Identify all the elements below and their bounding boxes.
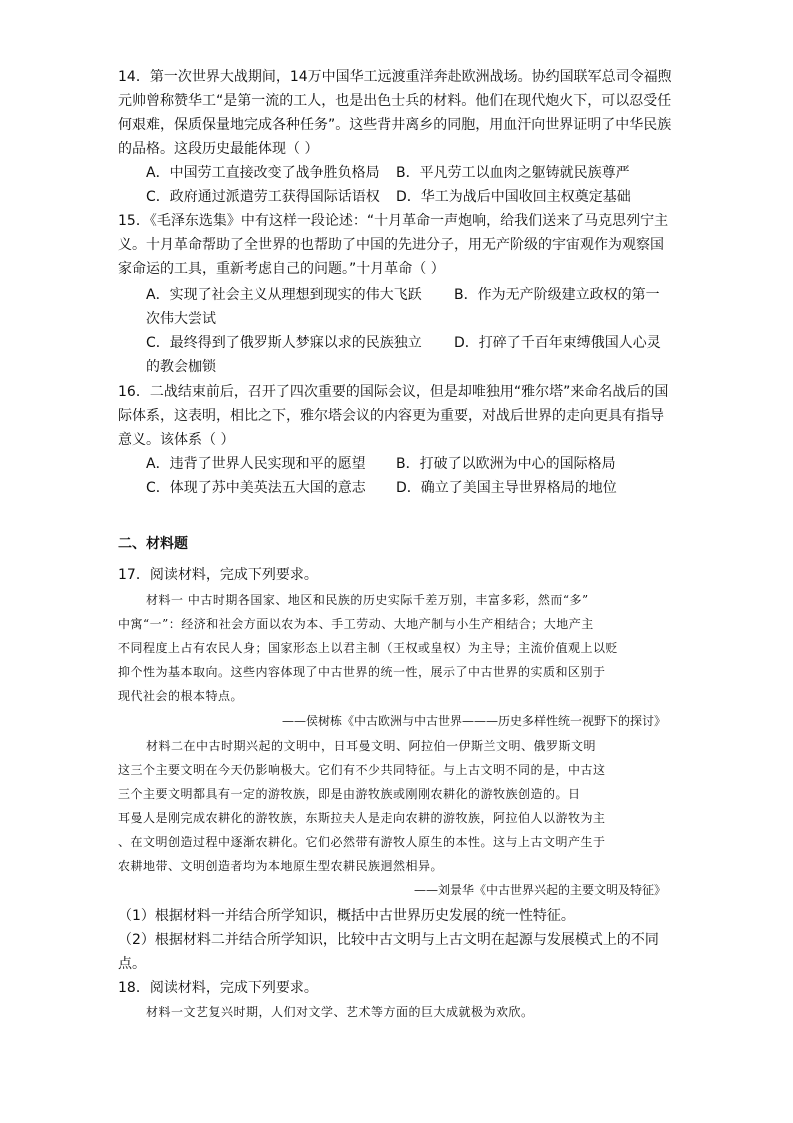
question-15-line-3: 家命运的工具，重新考虑自己的问题。”十月革命（ ） [118, 261, 445, 277]
material-1-line-4: 抑个性为基本取向。这些内容体现了中古世界的统一性，展示了中古世界的实质和区别于 [118, 665, 606, 679]
question-14-line-4: 的品格。这段历史最能体现（ ） [118, 141, 319, 157]
material-2-source: ——刘景华《中古世界兴起的主要文明及特征》 [413, 883, 666, 897]
material-1-line-3: 不同程度上占有农民人身；国家形态上以君主制（王权或皇权）为主导；主流价值观上以贬 [118, 641, 619, 655]
question-14-option-a: A．中国劳工直接改变了战争胜负格局 [146, 165, 380, 181]
material-2-line-2: 这三个主要文明在今天仍影响极大。它们有不少共同特征。与上古文明不同的是，中古这 [118, 763, 606, 777]
question-14-option-d: D．华工为战后中国收回主权奠定基础 [396, 189, 631, 205]
question-14-option-b: B．平凡劳工以血肉之躯铸就民族尊严 [396, 165, 630, 181]
question-16-option-c: C．体现了苏中美英法五大国的意志 [146, 480, 366, 496]
question-16-option-a: A．违背了世界人民实现和平的愿望 [146, 456, 366, 472]
question-17-requirement-2: （2）根据材料二并结合所学知识，比较中古文明与上古文明在起源与发展模式上的不同 [118, 932, 659, 948]
question-14-option-c: C．政府通过派遣劳工获得国际话语权 [146, 189, 380, 205]
material-2-line-3: 三个主要文明都具有一定的游牧族，即是由游牧族或刚刚农耕化的游牧族创造的。日 [118, 787, 581, 801]
question-15-line-1: 15．《毛泽东选集》中有这样一段论述：“十月革命一声炮响，给我们送来了马克思列宁主 [118, 213, 669, 229]
question-17-requirement-1: （1）根据材料一并结合所学知识，概括中古世界历史发展的统一性特征。 [118, 908, 575, 924]
question-15-option-b-continued: 次伟大尝试 [146, 311, 216, 327]
question-17-intro: 17．阅读材料，完成下列要求。 [118, 567, 318, 583]
material-1-line-1: 材料一 中古时期各国家、地区和民族的历史实际千差万别，丰富多彩，然而“多” [146, 593, 589, 607]
material-2-line-1: 材料二在中古时期兴起的文明中，日耳曼文明、阿拉伯一伊斯兰文明、俄罗斯文明 [146, 739, 597, 753]
question-16-line-2: 际体系，这表明，相比之下，雅尔塔会议的内容更为重要，对战后世界的走向更具有指导 [118, 408, 664, 424]
question-18-intro: 18．阅读材料，完成下列要求。 [118, 980, 318, 996]
question-15-option-d-continued: 的教会枷锁 [146, 359, 216, 375]
question-18-material-1-line-1: 材料一文艺复兴时期，人们对文学、艺术等方面的巨大成就极为欢欣。 [146, 1005, 534, 1019]
question-17-requirement-2-continued: 点。 [118, 956, 146, 972]
question-16-option-d: D．确立了美国主导世界格局的地位 [396, 480, 617, 496]
question-15-option-d: D．打碎了千百年束缚俄国人心灵 [454, 335, 661, 351]
question-14-line-1: 14．第一次世界大战期间，14万中国华工远渡重洋奔赴欧洲战场。协约国联军总司令福煦 [118, 69, 672, 85]
question-15-line-2: 义。十月革命帮助了全世界的也帮助了中国的先进分子，用无产阶级的宇宙观作为观察国 [118, 237, 664, 253]
material-2-line-5: 、在文明创造过程中逐渐农耕化。它们必然带有游牧人原生的本性。这与上古文明产生于 [118, 835, 606, 849]
question-14-line-2: 元帅曾称赞华工“是第一流的工人，也是出色士兵的材料。他们在现代炮火下，可以忍受任 [118, 93, 672, 109]
question-16-line-3: 意义。该体系（ ） [118, 432, 235, 448]
question-16-option-b: B．打破了以欧洲为中心的国际格局 [396, 456, 616, 472]
question-15-option-a: A．实现了社会主义从理想到现实的伟大飞跃 [146, 287, 422, 303]
material-2-line-6: 农耕地带、文明创造者均为本地原生型农耕民族迥然相异。 [118, 859, 444, 873]
question-16-line-1: 16．二战结束前后，召开了四次重要的国际会议，但是却唯独用“雅尔塔”来命名战后的国 [118, 384, 669, 400]
material-1-line-5: 现代社会的根本特点。 [118, 689, 244, 703]
material-1-line-2: 中寓“一”：经济和社会方面以农为本、手工劳动、大地产制与小生产相结合；大地产主 [118, 617, 594, 631]
question-15-option-b: B．作为无产阶级建立政权的第一 [454, 287, 660, 303]
question-15-option-c: C．最终得到了俄罗斯人梦寐以求的民族独立 [146, 335, 422, 351]
question-14-line-3: 何艰难，保质保量地完成各种任务”。这些背井离乡的同胞，用血汗向世界证明了中华民族 [118, 117, 672, 133]
section-heading: 二、材料题 [118, 536, 188, 552]
material-1-source: ——侯树栋《中古欧洲与中古世界———历史多样性统一视野下的探讨》 [281, 714, 666, 728]
material-2-line-4: 耳曼人是刚完成农耕化的游牧族，东斯拉夫人是走向农耕的游牧族，阿拉伯人以游牧为主 [118, 811, 606, 825]
